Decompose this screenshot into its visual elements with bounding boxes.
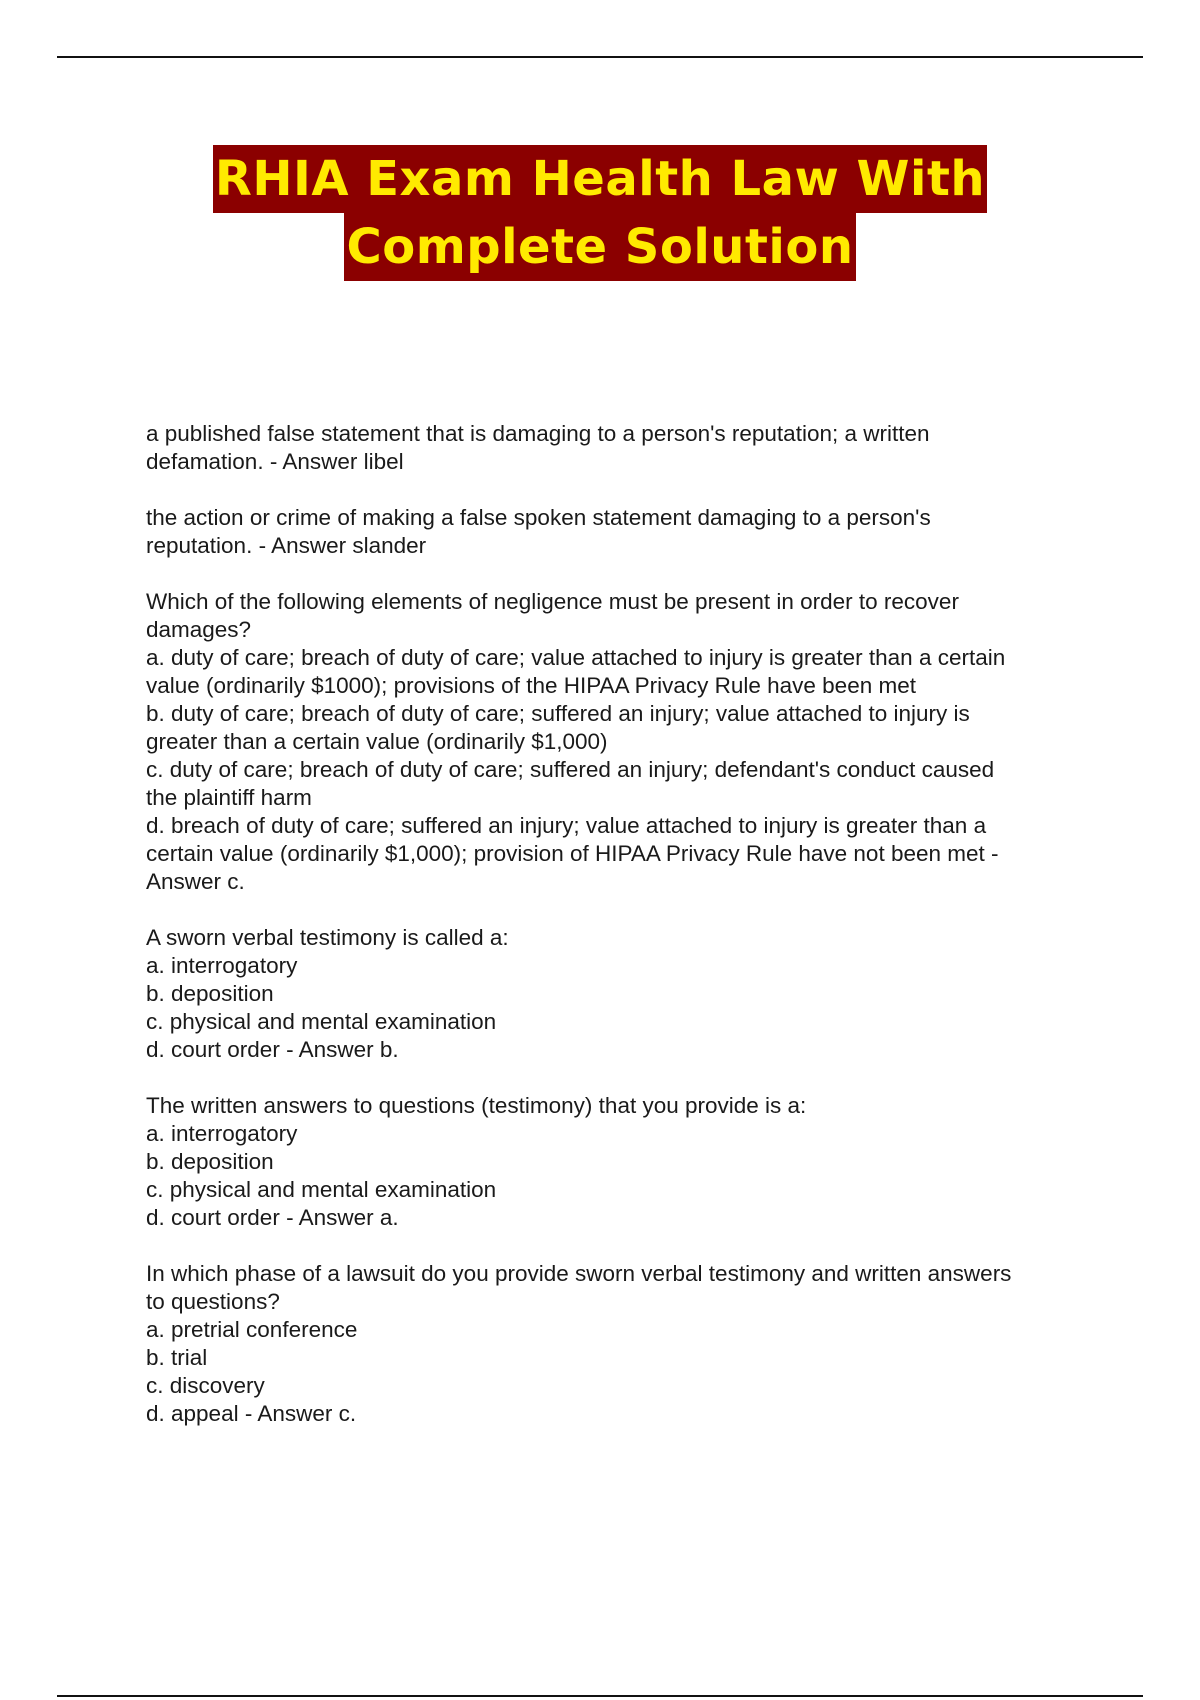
entry-line: a. interrogatory [146,1121,298,1146]
qa-entry [146,1092,1086,1232]
qa-entry [146,1260,1086,1428]
entry-line: A sworn verbal testimony is called a: [146,925,509,950]
entry-line: certain value (ordinarily $1,000); provision of HIPAA Privacy Rule have not been met - [146,841,999,866]
entry-line: the action or crime of making a false spoken statement damaging to a person's [146,505,931,530]
entry-line: a. interrogatory [146,953,298,978]
entry-line: the plaintiff harm [146,785,312,810]
bottom-rule [57,1695,1143,1697]
entry-line: Answer c. [146,869,245,894]
qa-entry [146,588,1086,896]
entry-line: a. duty of care; breach of duty of care; value attached to injury is greater than a certain [146,645,1006,670]
entry-line: d. appeal - Answer c. [146,1401,357,1426]
entry-line: to questions? [146,1289,280,1314]
entry-line: b. duty of care; breach of duty of care; suffered an injury; value attached to injury is [146,701,970,726]
entry-line: a published false statement that is damaging to a person's reputation; a written [146,421,930,446]
qa-entry [146,504,1086,560]
entry-line: value (ordinarily $1000); provisions of the HIPAA Privacy Rule have been met [146,673,916,698]
entry-line: defamation. - Answer libel [146,449,404,474]
top-rule [57,56,1143,58]
entry-line: Which of the following elements of negligence must be present in order to recover [146,589,959,614]
entry-line: reputation. - Answer slander [146,533,427,558]
entry-line: b. trial [146,1345,208,1370]
qa-entry [146,924,1086,1064]
entry-line: c. physical and mental examination [146,1177,497,1202]
entry-line: d. court order - Answer a. [146,1205,399,1230]
entry-line: damages? [146,617,252,642]
entry-line: c. duty of care; breach of duty of care; suffered an injury; defendant's conduct caused [146,757,995,782]
entry-line: In which phase of a lawsuit do you provide sworn verbal testimony and written answers [146,1261,1012,1286]
entry-line: d. court order - Answer b. [146,1037,399,1062]
entry-line: d. breach of duty of care; suffered an injury; value attached to injury is greater than a [146,813,987,838]
entry-line: b. deposition [146,981,274,1006]
entry-line: The written answers to questions (testimony) that you provide is a: [146,1093,807,1118]
title-line-2: Complete Solution [344,213,855,281]
entry-line: greater than a certain value (ordinarily $1,000) [146,729,608,754]
entry-line: a. pretrial conference [146,1317,358,1342]
entry-line: b. deposition [146,1149,274,1174]
qa-entry [146,420,1086,476]
entry-line: c. discovery [146,1373,265,1398]
entry-line: c. physical and mental examination [146,1009,497,1034]
document-title [0,145,1200,281]
title-line-1: RHIA Exam Health Law With [213,145,987,213]
qa-content [146,420,1086,1456]
